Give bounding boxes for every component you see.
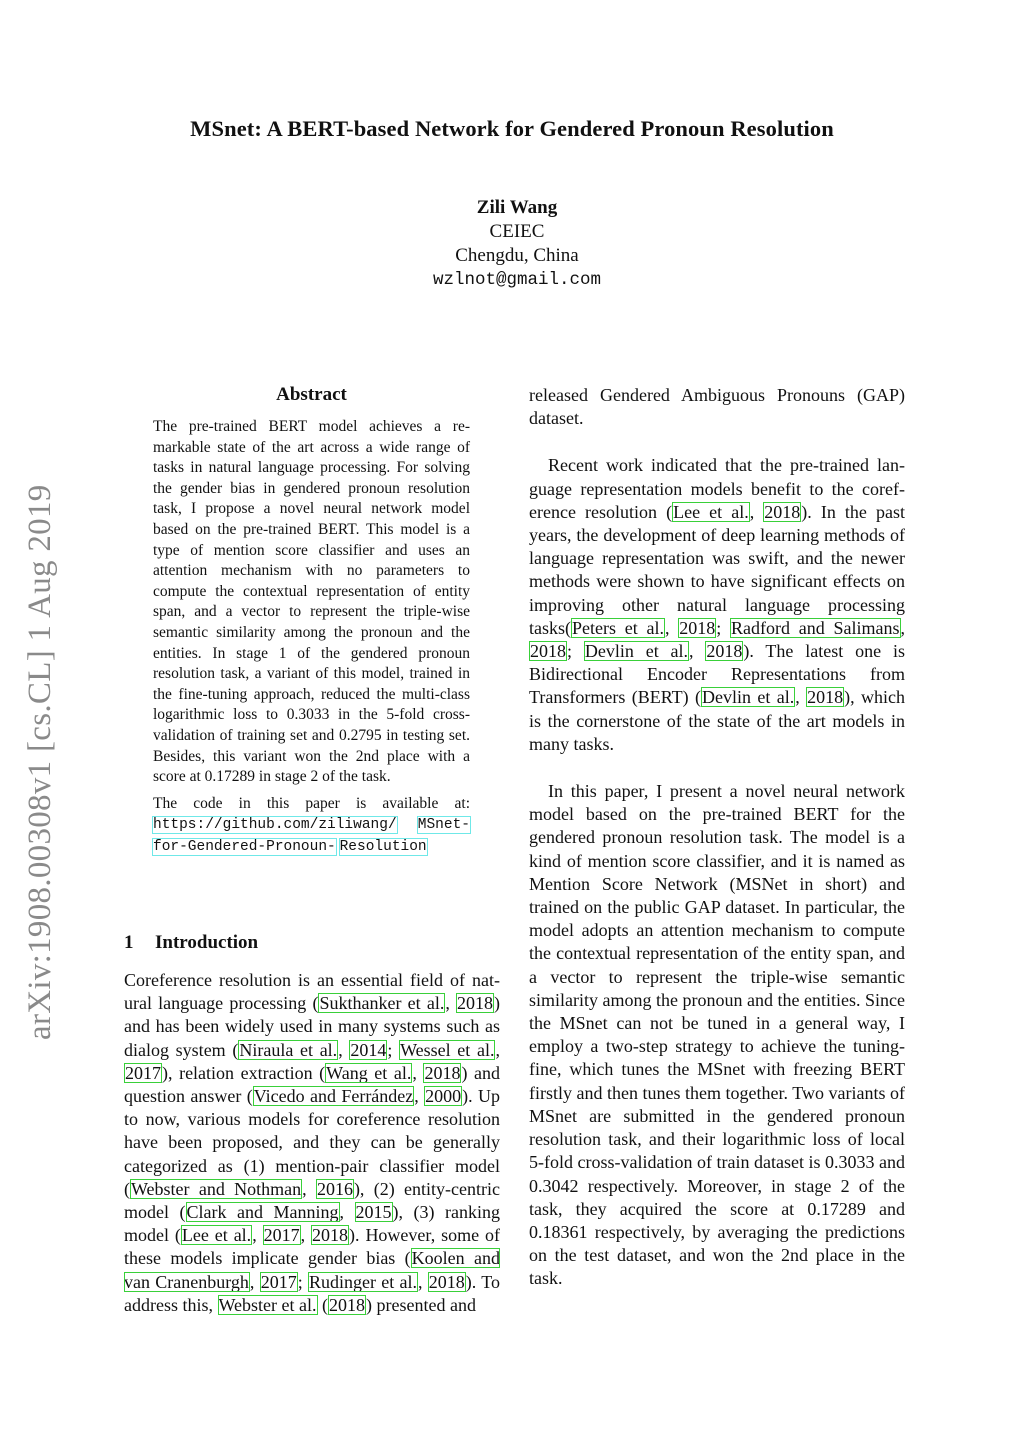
citation-link[interactable]: Sukthanker et al. <box>319 993 445 1014</box>
citation-link[interactable]: 2018 <box>807 687 844 708</box>
left-column-body <box>124 969 500 1317</box>
citation-link[interactable]: 2018 <box>764 501 801 522</box>
citation-link[interactable]: Devlin et al. <box>584 641 689 662</box>
author-email[interactable]: wzlnot@gmail.com <box>432 270 602 290</box>
author-name: Zili Wang <box>476 197 558 218</box>
paper-title: MSnet: A BERT-based Network for Gendered Pronoun Resolution <box>190 116 834 141</box>
citation-link[interactable]: 2017 <box>260 1271 297 1292</box>
code-url-link[interactable]: MSnet-for-Gendered-Pronoun- <box>153 817 470 855</box>
citation-link[interactable]: 2014 <box>350 1039 387 1060</box>
abstract-body: The pre-trained BERT model achieves a remarkable state of the art across a wide range of tasks in natural language processing. For solving the gender bias in gendered pronoun resolution task, I propose a novel neural network model based on the pre-trained BERT. This model is a type of mention score classifier and uses an attention mechanism with no parameters to compute the contextual representation of entity span, and a vector to represent the triple-wise semantic similarity among the pronoun and the entities. In stage 1 of the gendered pronoun resolution task, a variant of this model, trained in the fine-tuning approach, reduced the multi-class logarithmic loss to 0.3033 in the 5-fold cross-validation of training set and 0.2795 in testing set. Besides, this variant won the 2nd place with a score at 0.17289 in stage 2 of the task. <box>153 418 470 786</box>
intro-paragraph: Coreference resolution is an essential field of natural language processing (Sukthanker et al., 2018) and has been widely used in many systems such as dialog system (Niraula et al., 2014; Wessel et al., 2017), relation extraction (Wang et al., 2018) and question answer (Vicedo and Ferrández, 2000). Up to now, various models for coreference resolution have been proposed, and they can be generally categorized as (1) mention-pair classifier model (Webster and Nothman, 2016), (2) entity-centric model (Clark and Manning, 2015), (3) ranking model (Lee et al., 2017, 2018). However, some of these models implicate gender bias (Koolen and van Cranenburgh, 2017; Rudinger et al., 2018). To address this, Webster et al. (2018) presented and <box>124 970 501 1315</box>
citation-link[interactable]: Vicedo and Ferrández <box>253 1086 414 1107</box>
abstract-section <box>153 384 470 857</box>
citation-link[interactable]: Rudinger et al. <box>308 1271 418 1292</box>
abstract-code-availability <box>153 794 470 858</box>
citation-link[interactable]: 2015 <box>355 1202 392 1223</box>
citation-link[interactable]: 2016 <box>316 1178 353 1199</box>
intro-paragraph-continued: released Gendered Ambiguous Pronouns (GAP) dataset. <box>529 385 905 429</box>
citation-link[interactable]: 2018 <box>428 1271 465 1292</box>
citation-link[interactable]: 2017 <box>125 1062 161 1083</box>
right-column-body <box>529 384 905 1291</box>
citation-link[interactable]: Webster and Nothman <box>131 1178 302 1199</box>
section-number: 1 <box>124 932 134 953</box>
citation-link[interactable]: Webster et al. <box>218 1294 317 1315</box>
author-affiliation: CEIEC <box>489 221 545 242</box>
citation-link[interactable]: Clark and Manning <box>186 1202 339 1223</box>
abstract-heading: Abstract <box>276 384 347 405</box>
code-availability-text: The code in this paper is available at: <box>153 794 470 812</box>
citation-link[interactable]: 2000 <box>425 1086 462 1107</box>
citation-link[interactable]: 2017 <box>263 1225 300 1246</box>
code-url-link[interactable]: https://github.com/ziliwang/ <box>153 817 397 834</box>
section-title: Introduction <box>155 932 259 953</box>
citation-link[interactable]: 2018 <box>312 1225 349 1246</box>
intro-paragraph-related-work: Recent work indicated that the pre-trained language representation models benefit to the coreference resolution (Lee et al., 2018). In the past years, the development of deep learning methods of language representation was swift, and the newer methods were shown to have significant effects on improving other natural language processing tasks(Peters et al., 2018; Radford and Salimans, 2018; Devlin et al., 2018). The latest one is Bidirectional Encoder Representations from Transformers (BERT) (Devlin et al., 2018), which is the cornerstone of the state of the art models in many tasks. <box>529 455 906 754</box>
citation-link[interactable]: Niraula et al. <box>239 1039 338 1060</box>
citation-link[interactable]: Lee et al. <box>181 1225 252 1246</box>
code-url-link[interactable]: Resolution <box>339 838 427 855</box>
citation-link[interactable]: Lee et al. <box>673 501 749 522</box>
citation-link[interactable]: Wessel et al. <box>400 1039 495 1060</box>
section-heading-introduction <box>124 932 258 954</box>
citation-link[interactable]: Radford and Salimans <box>731 617 900 638</box>
author-block <box>0 196 1024 292</box>
citation-link[interactable]: Wang et al. <box>326 1062 412 1083</box>
citation-link[interactable]: 2018 <box>329 1294 366 1315</box>
citation-link[interactable]: Koolen and van Cranenburgh <box>124 1248 500 1292</box>
citation-link[interactable]: 2018 <box>530 641 566 662</box>
arxiv-identifier-stamp: arXiv:1908.00308v1 [cs.CL] 1 Aug 2019 <box>22 484 58 1040</box>
intro-paragraph-contribution: In this paper, I present a novel neural network model based on the pre-trained BERT for the gendered pronoun resolution task. The model is a kind of mention score classifier, and it is named as Mention Score Network (MSNet in short) and trained on the public GAP dataset. In particular, the model adopts an attention mechanism to compute the contextual representation of the entity span, and a vector to represent the triple-wise semantic similarity among the pronoun and the entities. Since the MSnet can not be tuned in a general way, I employ a two-step strategy to achieve the tuning-fine, which tunes the MSnet with freezing BERT firstly and then tunes them together. Two variants of MSnet are submitted in the gendered pronoun resolution task, and their logarithmic loss of local 5-fold cross-validation of train dataset is 0.3033 and 0.3042 respectively. Moreover, in stage 2 of the task, they acquired the score at 0.17289 and 0.18361 respectively, by averaging the predictions on the test dataset, and won the 2nd place in the task. <box>529 781 905 1289</box>
citation-link[interactable]: Peters et al. <box>572 617 664 638</box>
citation-link[interactable]: 2018 <box>424 1062 461 1083</box>
citation-link[interactable]: 2018 <box>457 993 494 1014</box>
author-location: Chengdu, China <box>455 245 579 266</box>
citation-link[interactable]: 2018 <box>706 641 743 662</box>
citation-link[interactable]: 2018 <box>679 617 716 638</box>
citation-link[interactable]: Devlin et al. <box>702 687 795 708</box>
